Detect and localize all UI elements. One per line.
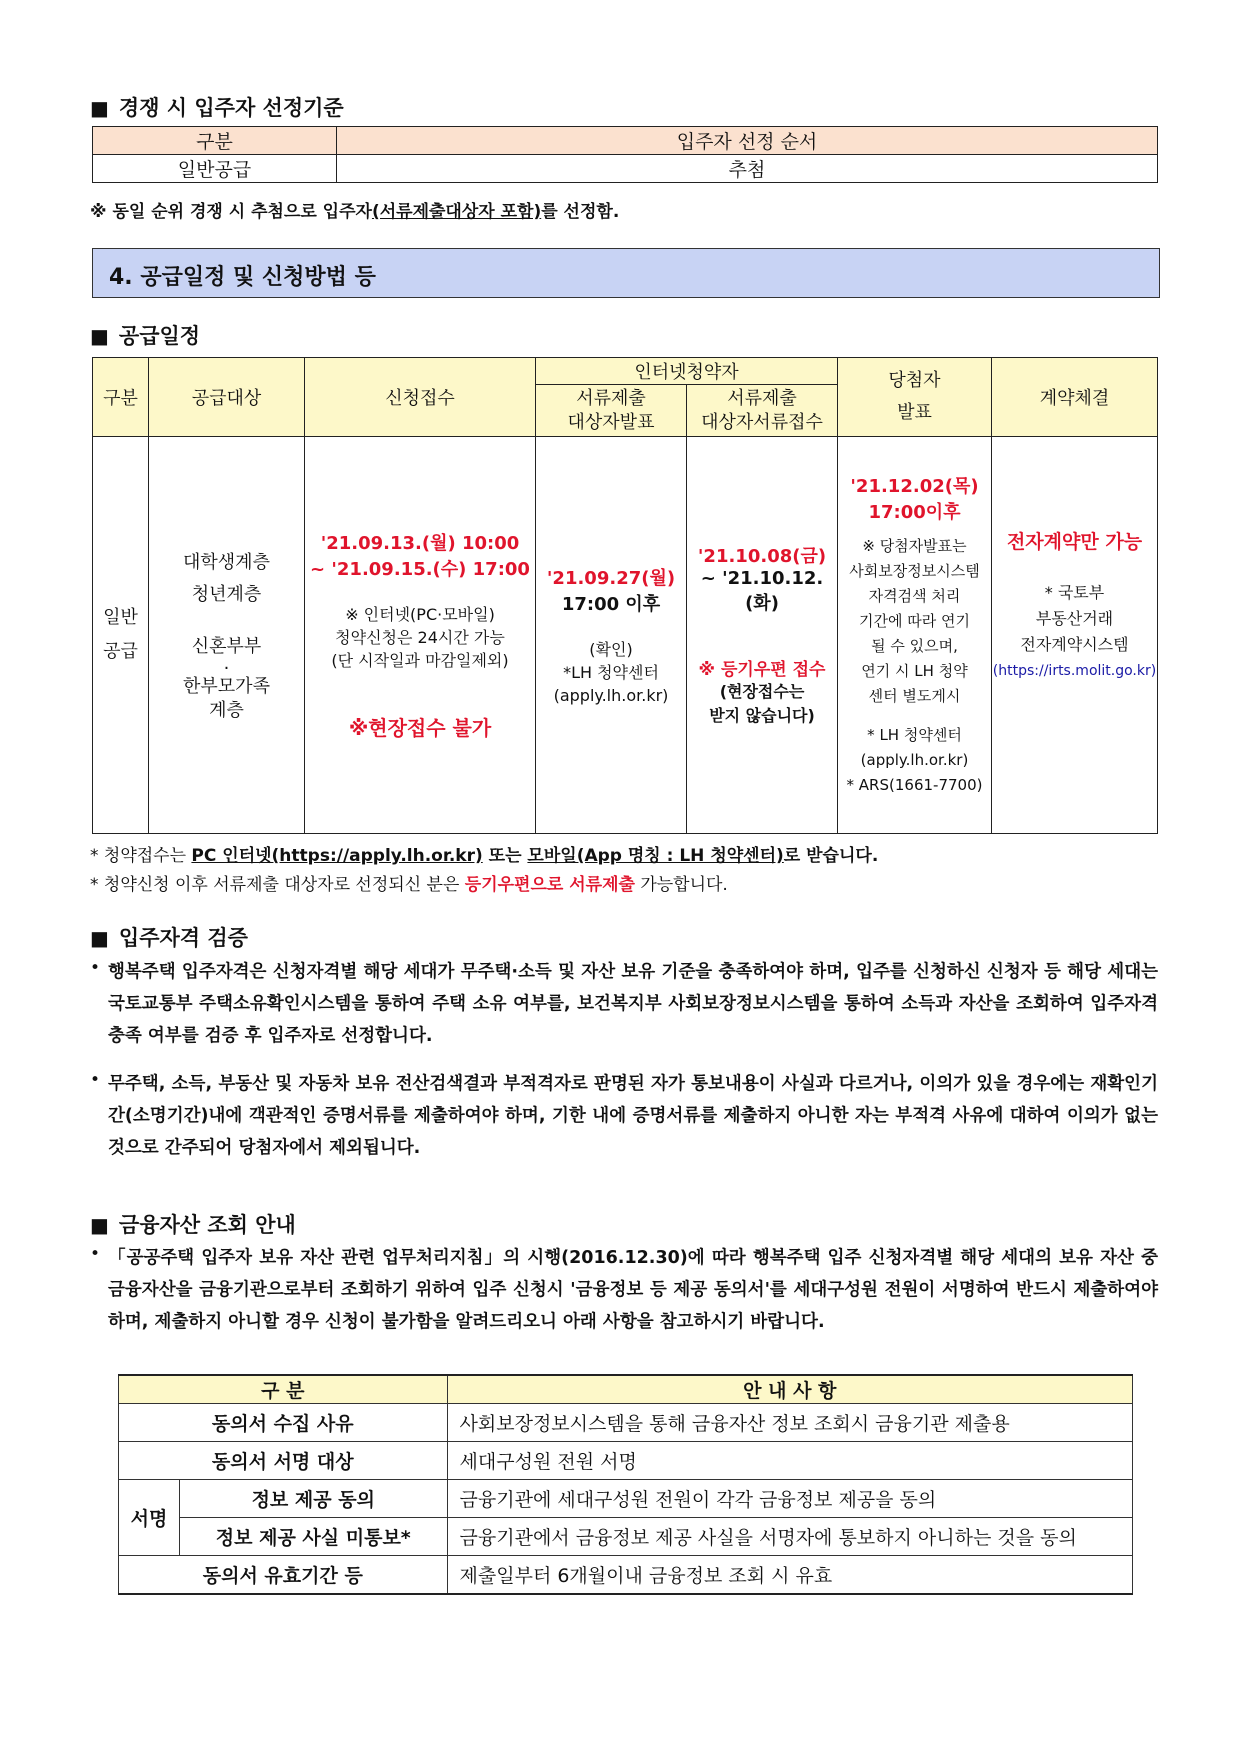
schedule-cell-category: 일반 공급 — [93, 437, 149, 834]
schedule-header-category: 구분 — [93, 358, 149, 437]
schedule-cell-targets: 대학생계층 청년계층 신혼부부 · 한부모가족 계층 — [149, 437, 305, 834]
schedule-header-target: 공급대상 — [149, 358, 305, 437]
schedule-cell-submit: '21.10.08(금) ~ '21.10.12.(화) ※ 등기우편 접수 (현장접수는 받지 않습니다) — [687, 437, 838, 834]
schedule-table — [92, 357, 1158, 834]
financial-label-reason: 동의서 수집 사유 — [119, 1404, 448, 1442]
financial-label-no-notice: 정보 제공 사실 미통보* — [180, 1518, 448, 1556]
financial-title: ■ 금융자산 조회 안내 — [90, 1213, 296, 1237]
section4-banner — [92, 248, 1160, 298]
schedule-cell-announce: '21.09.27(월) 17:00 이후 (확인) *LH 청약센터 (apply.lh.or.kr) — [536, 437, 687, 834]
schedule-header-doc-submit: 서류제출 대상자서류접수 — [687, 385, 838, 437]
schedule-header-doc-announce: 서류제출 대상자발표 — [536, 385, 687, 437]
section-competition-title: ■ 경쟁 시 입주자 선정기준 — [90, 96, 344, 120]
competition-cell-order: 추첨 — [337, 155, 1158, 183]
section4-title: 4. 공급일정 및 신청방법 등 — [109, 265, 376, 290]
financial-paragraph: 「공공주택 입주자 보유 자산 관련 업무처리지침」의 시행(2016.12.30)에 따라 행복주택 입주 신청자격별 해당 세대의 보유 자산 중 금융자산을 금융기관으로부터 조회하기 위하여 입주 신청시 '금융정보 등 제공 동의서'를 세대구성원 전원이 서명하여 반드시 제출하여야 하며, 제출하지 아니할 경우 신청이 불가함을 알려드리오니 아래 사항을 참고하시기 바랍니다. — [108, 1248, 1158, 1332]
schedule-header-winner: 당첨자 발표 — [838, 358, 992, 437]
financial-label-target: 동의서 서명 대상 — [119, 1442, 448, 1480]
financial-group-signature: 서명 — [119, 1480, 180, 1556]
schedule-header-apply: 신청접수 — [305, 358, 536, 437]
schedule-footnote-2: * 청약신청 이후 서류제출 대상자로 선정되신 분은 등기우편으로 서류제출 가능합니다. — [90, 875, 728, 895]
schedule-cell-contract: 전자계약만 가능 * 국토부 부동산거래 전자계약시스템 (https://irts.molit.go.kr) — [992, 437, 1158, 834]
financial-label-validity: 동의서 유효기간 등 — [119, 1556, 448, 1595]
competition-header-category: 구분 — [93, 127, 337, 155]
schedule-cell-winner: '21.12.02(목) 17:00이후 ※ 당첨자발표는 사회보장정보시스템 자격검색 처리 기간에 따라 연기 될 수 있으며, 연기 시 LH 청약 센터 별도게시 * LH 청약센터 (apply.lh.or.kr) * ARS(1661-7700) — [838, 437, 992, 834]
verification-paragraph-1: 행복주택 입주자격은 신청자격별 해당 세대가 무주택·소득 및 자산 보유 기준을 충족하여야 하며, 입주를 신청하신 신청자 등 해당 세대는 국토교통부 주택소유확인시스템을 통하여 주택 소유 여부를, 보건복지부 사회보장정보시스템을 통하여 소득과 자산을 조회하여 입주자격 충족 여부를 검증 후 입주자로 선정합니다. — [108, 962, 1158, 1046]
competition-cell-category: 일반공급 — [93, 155, 337, 183]
square-bullet-icon: ■ — [90, 96, 109, 120]
financial-label-consent: 정보 제공 동의 — [180, 1480, 448, 1518]
financial-header-info: 안 내 사 항 — [447, 1375, 1132, 1404]
verification-paragraph-2: 무주택, 소득, 부동산 및 자동차 보유 전산검색결과 부적격자로 판명된 자가 통보내용이 사실과 다르거나, 이의가 있을 경우에는 재확인기간(소명기간)내에 객관적인 증명서류를 제출하여야 하며, 기한 내에 증명서류를 제출하지 아니한 자는 부적격 사유에 대하여 이의가 없는 것으로 간주되어 당첨자에서 제외됩니다. — [108, 1074, 1158, 1158]
onsite-not-allowed: ※현장접수 불가 — [348, 716, 492, 740]
financial-value-reason: 사회보장정보시스템을 통해 금융자산 정보 조회시 금융기관 제출용 — [447, 1404, 1132, 1442]
schedule-footnote-1: * 청약접수는 PC 인터넷(https://apply.lh.or.kr) 또는 모바일(App 명칭 : LH 청약센터)로 받습니다. — [90, 846, 879, 866]
competition-note: ※ 동일 순위 경쟁 시 추첨으로 입주자(서류제출대상자 포함)를 선정함. — [90, 202, 620, 222]
financial-header-category: 구 분 — [119, 1375, 448, 1404]
square-bullet-icon: ■ — [90, 1213, 109, 1237]
competition-header-order: 입주자 선정 순서 — [337, 127, 1158, 155]
schedule-title: ■ 공급일정 — [90, 324, 201, 348]
bullet-icon: • — [90, 1244, 101, 1264]
schedule-cell-apply: '21.09.13.(월) 10:00 ~ '21.09.15.(수) 17:00 ※ 인터넷(PC·모바일) 청약신청은 24시간 가능 (단 시작일과 마감일제외) ※현장접수 불가 — [305, 437, 536, 834]
financial-table — [118, 1374, 1133, 1595]
financial-value-target: 세대구성원 전원 서명 — [447, 1442, 1132, 1480]
verification-title: ■ 입주자격 검증 — [90, 926, 248, 950]
competition-table — [92, 126, 1158, 183]
financial-value-validity: 제출일부터 6개월이내 금융정보 조회 시 유효 — [447, 1556, 1132, 1595]
square-bullet-icon: ■ — [90, 324, 109, 348]
irts-link: (https://irts.molit.go.kr) — [992, 662, 1157, 679]
schedule-header-contract: 계약체결 — [992, 358, 1158, 437]
square-bullet-icon: ■ — [90, 926, 109, 950]
financial-value-no-notice: 금융기관에서 금융정보 제공 사실을 서명자에 통보하지 아니하는 것을 동의 — [447, 1518, 1132, 1556]
bullet-icon: • — [90, 958, 101, 978]
schedule-header-internet: 인터넷청약자 — [536, 358, 838, 385]
bullet-icon: • — [90, 1070, 101, 1090]
financial-value-consent: 금융기관에 세대구성원 전원이 각각 금융정보 제공을 동의 — [447, 1480, 1132, 1518]
